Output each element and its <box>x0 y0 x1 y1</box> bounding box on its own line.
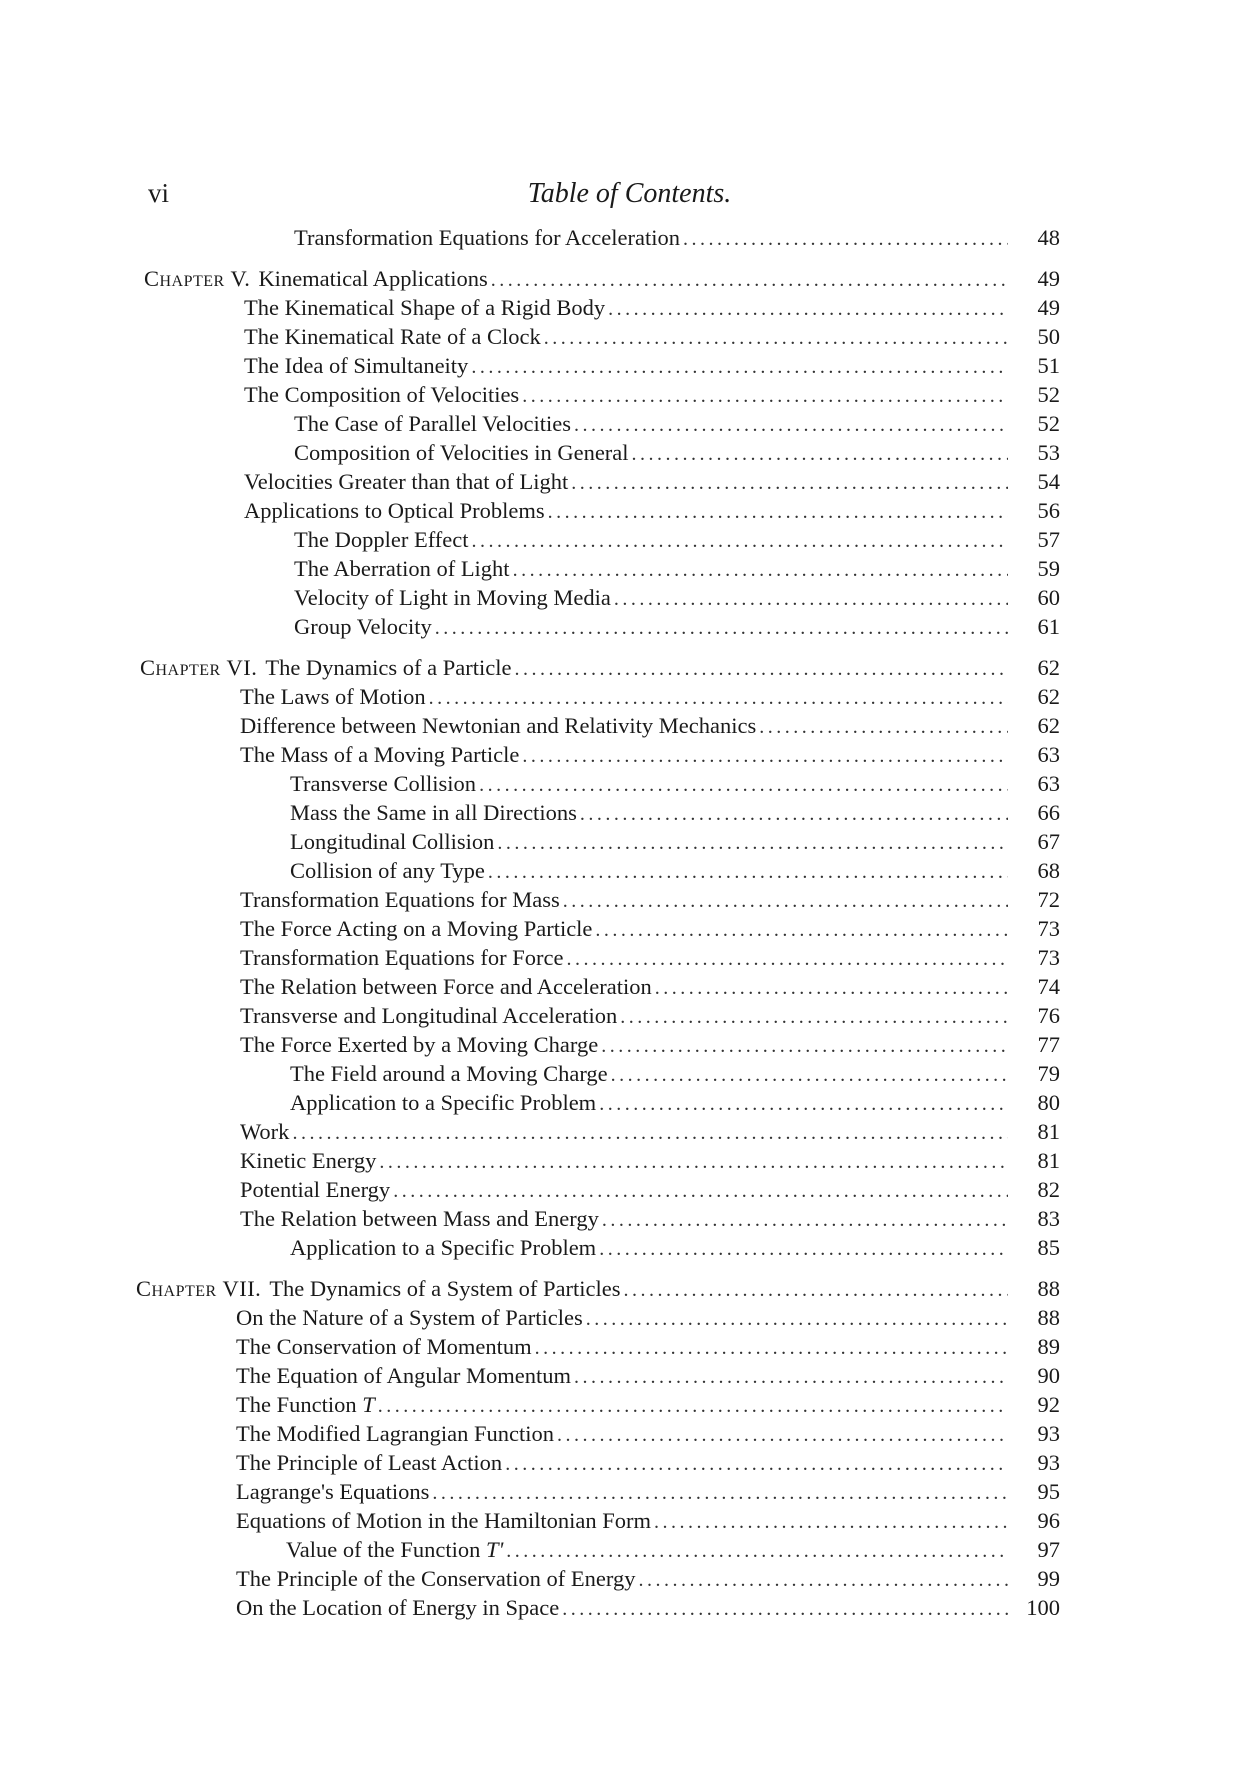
entry-label <box>236 1506 651 1535</box>
toc-entry <box>294 612 1060 641</box>
entry-label <box>294 409 571 438</box>
toc-entry <box>244 293 1060 322</box>
dot-leader <box>611 1061 1008 1090</box>
entry-label <box>294 554 510 583</box>
chapter-entry <box>140 653 1060 682</box>
entry-title: The Relation between Force and Acceleration <box>240 974 652 999</box>
entry-title: Value of the Function T' <box>286 1537 504 1562</box>
toc-entry <box>240 1030 1060 1059</box>
toc-entry <box>290 1059 1060 1088</box>
dot-leader <box>639 1566 1009 1595</box>
entry-title: Kinetic Energy <box>240 1148 377 1173</box>
toc-entry <box>236 1564 1060 1593</box>
entry-title: Kinematical Applications <box>258 266 488 291</box>
entry-page-number: 61 <box>1037 614 1060 639</box>
entry-title: The Dynamics of a Particle <box>265 655 512 680</box>
toc-entry <box>290 1233 1060 1262</box>
dot-leader <box>563 887 1008 916</box>
entry-page-number: 59 <box>1037 556 1060 581</box>
toc-entry <box>240 740 1060 769</box>
entry-page-number: 99 <box>1037 1566 1060 1591</box>
entry-page-number: 63 <box>1037 742 1060 767</box>
entry-title: The Equation of Angular Momentum <box>236 1363 571 1388</box>
entry-page-number: 76 <box>1037 1003 1060 1028</box>
toc-entry <box>290 798 1060 827</box>
entry-label <box>294 612 432 641</box>
entry-label <box>236 1390 375 1419</box>
entry-label <box>244 496 545 525</box>
entry-label <box>294 438 629 467</box>
entry-title: Potential Energy <box>240 1177 391 1202</box>
entry-title: The Principle of Least Action <box>236 1450 503 1475</box>
chapter-number: Chapter VII. <box>136 1276 262 1301</box>
toc-entry <box>236 1593 1060 1622</box>
toc-entry <box>286 1535 1060 1564</box>
entry-page-number: 63 <box>1037 771 1060 796</box>
entry-label <box>240 740 519 769</box>
entry-page-number: 48 <box>1037 225 1060 250</box>
entry-label <box>140 653 512 682</box>
toc-entry <box>294 525 1060 554</box>
entry-title: Applications to Optical Problems <box>244 498 545 523</box>
entry-title: The Doppler Effect <box>294 527 469 552</box>
dot-leader <box>544 324 1008 353</box>
toc-entry <box>294 583 1060 612</box>
chapter-entry <box>144 264 1060 293</box>
dot-leader <box>435 614 1008 643</box>
toc-entry <box>240 914 1060 943</box>
toc-entry <box>240 711 1060 740</box>
toc-entry <box>240 1117 1060 1146</box>
entry-title: The Composition of Velocities <box>244 382 520 407</box>
toc-entry <box>294 438 1060 467</box>
toc-entry <box>290 1088 1060 1117</box>
toc-entry <box>236 1303 1060 1332</box>
entry-label <box>240 1030 598 1059</box>
running-head: Table of Contents. <box>527 178 732 209</box>
dot-leader <box>623 1276 1008 1305</box>
toc-entry <box>240 972 1060 1001</box>
entry-page-number: 79 <box>1037 1061 1060 1086</box>
entry-label <box>240 711 756 740</box>
entry-label <box>236 1564 636 1593</box>
entry-label <box>240 972 652 1001</box>
entry-title: The Case of Parallel Velocities <box>294 411 571 436</box>
dot-leader <box>378 1392 1008 1421</box>
dot-leader <box>567 945 1009 974</box>
toc-entry <box>236 1361 1060 1390</box>
dot-leader <box>429 684 1008 713</box>
entry-page-number: 52 <box>1037 382 1060 407</box>
entry-page-number: 51 <box>1037 353 1060 378</box>
entry-page-number: 62 <box>1037 655 1060 680</box>
dot-leader <box>488 858 1008 887</box>
entry-title: Work <box>240 1119 290 1144</box>
entry-title: The Aberration of Light <box>294 556 510 581</box>
entry-label <box>236 1448 502 1477</box>
entry-page-number: 92 <box>1037 1392 1060 1417</box>
entry-title: On the Location of Energy in Space <box>236 1595 560 1620</box>
entry-page-number: 54 <box>1037 469 1060 494</box>
entry-label <box>290 798 577 827</box>
dot-leader <box>491 266 1008 295</box>
entry-page-number: 60 <box>1037 585 1060 610</box>
toc-entry <box>244 351 1060 380</box>
entry-label <box>240 943 564 972</box>
dot-leader <box>522 382 1008 411</box>
entry-title: The Function T <box>236 1392 375 1417</box>
entry-page-number: 74 <box>1037 974 1060 999</box>
dot-leader <box>599 1235 1008 1264</box>
dot-leader <box>602 1206 1008 1235</box>
dot-leader <box>379 1148 1008 1177</box>
entry-page-number: 67 <box>1037 829 1060 854</box>
entry-title: Group Velocity <box>294 614 432 639</box>
dot-leader <box>654 1508 1008 1537</box>
dot-leader <box>595 916 1008 945</box>
dot-leader <box>505 1450 1008 1479</box>
dot-leader <box>655 974 1008 1003</box>
entry-title: Application to a Specific Problem <box>290 1235 597 1260</box>
entry-page-number: 53 <box>1037 440 1060 465</box>
entry-page-number: 80 <box>1037 1090 1060 1115</box>
dot-leader <box>506 1537 1008 1566</box>
toc-entry <box>236 1332 1060 1361</box>
entry-title: Velocities Greater than that of Light <box>244 469 569 494</box>
entry-label <box>240 1001 617 1030</box>
entry-label <box>240 1175 390 1204</box>
entry-label <box>240 885 560 914</box>
entry-label <box>240 1146 376 1175</box>
dot-leader <box>472 527 1008 556</box>
entry-title: The Modified Lagrangian Function <box>236 1421 555 1446</box>
entry-page-number: 95 <box>1037 1479 1060 1504</box>
dot-leader <box>522 742 1008 771</box>
entry-page-number: 89 <box>1037 1334 1060 1359</box>
entry-page-number: 72 <box>1037 887 1060 912</box>
entry-page-number: 62 <box>1037 684 1060 709</box>
toc-entry <box>290 827 1060 856</box>
entry-label <box>236 1332 532 1361</box>
dot-leader <box>513 556 1008 585</box>
entry-page-number: 49 <box>1037 295 1060 320</box>
entry-title: The Mass of a Moving Particle <box>240 742 520 767</box>
entry-page-number: 83 <box>1037 1206 1060 1231</box>
dot-leader <box>759 713 1008 742</box>
dot-leader <box>497 829 1008 858</box>
entry-title: Transformation Equations for Mass <box>240 887 560 912</box>
dot-leader <box>601 1032 1008 1061</box>
toc-entry <box>290 769 1060 798</box>
entry-title: The Force Exerted by a Moving Charge <box>240 1032 599 1057</box>
entry-page-number: 81 <box>1037 1148 1060 1173</box>
toc-entry <box>244 496 1060 525</box>
entry-page-number: 57 <box>1037 527 1060 552</box>
toc-entry <box>244 322 1060 351</box>
toc-entry <box>236 1506 1060 1535</box>
entry-title: Transverse Collision <box>290 771 477 796</box>
entry-page-number: 82 <box>1037 1177 1060 1202</box>
entry-label <box>290 1233 596 1262</box>
dot-leader <box>620 1003 1008 1032</box>
entry-title: The Laws of Motion <box>240 684 426 709</box>
entry-page-number: 50 <box>1037 324 1060 349</box>
entry-label <box>244 322 541 351</box>
dot-leader <box>683 225 1008 254</box>
entry-page-number: 100 <box>1026 1595 1060 1620</box>
dot-leader <box>535 1334 1008 1363</box>
entry-title: Equations of Motion in the Hamiltonian Form <box>236 1508 651 1533</box>
toc-entry <box>240 1175 1060 1204</box>
dot-leader <box>580 800 1008 829</box>
toc-entry <box>240 682 1060 711</box>
dot-leader <box>515 655 1009 684</box>
entry-label <box>294 525 469 554</box>
entry-label <box>244 467 568 496</box>
entry-title: Lagrange's Equations <box>236 1479 430 1504</box>
toc-entry <box>294 554 1060 583</box>
entry-page-number: 77 <box>1037 1032 1060 1057</box>
dot-leader <box>548 498 1008 527</box>
dot-leader <box>292 1119 1008 1148</box>
entry-page-number: 73 <box>1037 945 1060 970</box>
entry-label <box>290 1088 596 1117</box>
entry-label <box>240 914 592 943</box>
entry-title: On the Nature of a System of Particles <box>236 1305 583 1330</box>
entry-title: Transformation Equations for Force <box>240 945 564 970</box>
dot-leader <box>432 1479 1008 1508</box>
dot-leader <box>574 411 1008 440</box>
entry-page-number: 93 <box>1037 1421 1060 1446</box>
entry-title: Longitudinal Collision <box>290 829 495 854</box>
toc-entry <box>240 1204 1060 1233</box>
entry-page-number: 52 <box>1037 411 1060 436</box>
entry-label <box>244 293 605 322</box>
entry-page-number: 88 <box>1037 1305 1060 1330</box>
entry-page-number: 97 <box>1037 1537 1060 1562</box>
toc-entry <box>236 1477 1060 1506</box>
entry-page-number: 49 <box>1037 266 1060 291</box>
dot-leader <box>393 1177 1008 1206</box>
entry-page-number: 62 <box>1037 713 1060 738</box>
dot-leader <box>632 440 1008 469</box>
dot-leader <box>574 1363 1008 1392</box>
entry-label <box>236 1477 429 1506</box>
toc-entry <box>236 1448 1060 1477</box>
entry-title: The Dynamics of a System of Particles <box>269 1276 621 1301</box>
entry-label <box>236 1593 559 1622</box>
entry-title: Transverse and Longitudinal Acceleration <box>240 1003 618 1028</box>
dot-leader <box>571 469 1008 498</box>
toc-entry <box>240 885 1060 914</box>
entry-page-number: 56 <box>1037 498 1060 523</box>
dot-leader <box>471 353 1008 382</box>
toc-entry <box>236 1419 1060 1448</box>
toc-entry <box>244 467 1060 496</box>
toc-entry <box>290 856 1060 885</box>
dot-leader <box>557 1421 1008 1450</box>
entry-title: The Conservation of Momentum <box>236 1334 532 1359</box>
entry-page-number: 81 <box>1037 1119 1060 1144</box>
entry-page-number: 90 <box>1037 1363 1060 1388</box>
chapter-entry <box>136 1274 1060 1303</box>
dot-leader <box>479 771 1008 800</box>
entry-title: The Kinematical Rate of a Clock <box>244 324 541 349</box>
entry-title: The Idea of Simultaneity <box>244 353 469 378</box>
entry-title: The Force Acting on a Moving Particle <box>240 916 593 941</box>
chapter-number: Chapter VI. <box>140 655 258 680</box>
entry-label <box>236 1303 583 1332</box>
entry-label <box>240 1117 289 1146</box>
dot-leader <box>586 1305 1008 1334</box>
page-number: vi <box>148 178 170 208</box>
entry-title: Velocity of Light in Moving Media <box>294 585 611 610</box>
entry-label <box>294 223 680 252</box>
toc-entry <box>294 409 1060 438</box>
entry-label <box>136 1274 620 1303</box>
entry-title: Difference between Newtonian and Relativity Mechanics <box>240 713 757 738</box>
toc-entry <box>244 380 1060 409</box>
entry-title: Collision of any Type <box>290 858 485 883</box>
entry-title: Mass the Same in all Directions <box>290 800 577 825</box>
entry-label <box>236 1361 571 1390</box>
entry-label <box>290 827 494 856</box>
entry-page-number: 85 <box>1037 1235 1060 1260</box>
entry-label <box>290 769 476 798</box>
entry-title: The Kinematical Shape of a Rigid Body <box>244 295 606 320</box>
entry-label <box>290 1059 608 1088</box>
entry-title: Application to a Specific Problem <box>290 1090 597 1115</box>
dot-leader <box>614 585 1008 614</box>
entry-title: The Relation between Mass and Energy <box>240 1206 599 1231</box>
toc-entry <box>240 943 1060 972</box>
entry-label <box>294 583 611 612</box>
entry-page-number: 93 <box>1037 1450 1060 1475</box>
entry-page-number: 88 <box>1037 1276 1060 1301</box>
entry-title: Transformation Equations for Acceleration <box>294 225 680 250</box>
entry-title: The Principle of the Conservation of Energy <box>236 1566 636 1591</box>
chapter-number: Chapter V. <box>144 266 251 291</box>
entry-page-number: 66 <box>1037 800 1060 825</box>
entry-label <box>286 1535 503 1564</box>
entry-label <box>240 1204 599 1233</box>
entry-page-number: 73 <box>1037 916 1060 941</box>
dot-leader <box>608 295 1008 324</box>
entry-page-number: 96 <box>1037 1508 1060 1533</box>
entry-page-number: 68 <box>1037 858 1060 883</box>
toc-entry <box>240 1001 1060 1030</box>
toc-entry <box>294 223 1060 252</box>
entry-title: Composition of Velocities in General <box>294 440 629 465</box>
dot-leader <box>599 1090 1008 1119</box>
entry-label <box>244 380 519 409</box>
entry-label <box>240 682 426 711</box>
entry-label <box>236 1419 554 1448</box>
entry-label <box>290 856 485 885</box>
entry-label <box>144 264 488 293</box>
toc-entry <box>240 1146 1060 1175</box>
entry-title: The Field around a Moving Charge <box>290 1061 608 1086</box>
toc-entry <box>236 1390 1060 1419</box>
dot-leader <box>562 1595 1008 1624</box>
entry-label <box>244 351 468 380</box>
